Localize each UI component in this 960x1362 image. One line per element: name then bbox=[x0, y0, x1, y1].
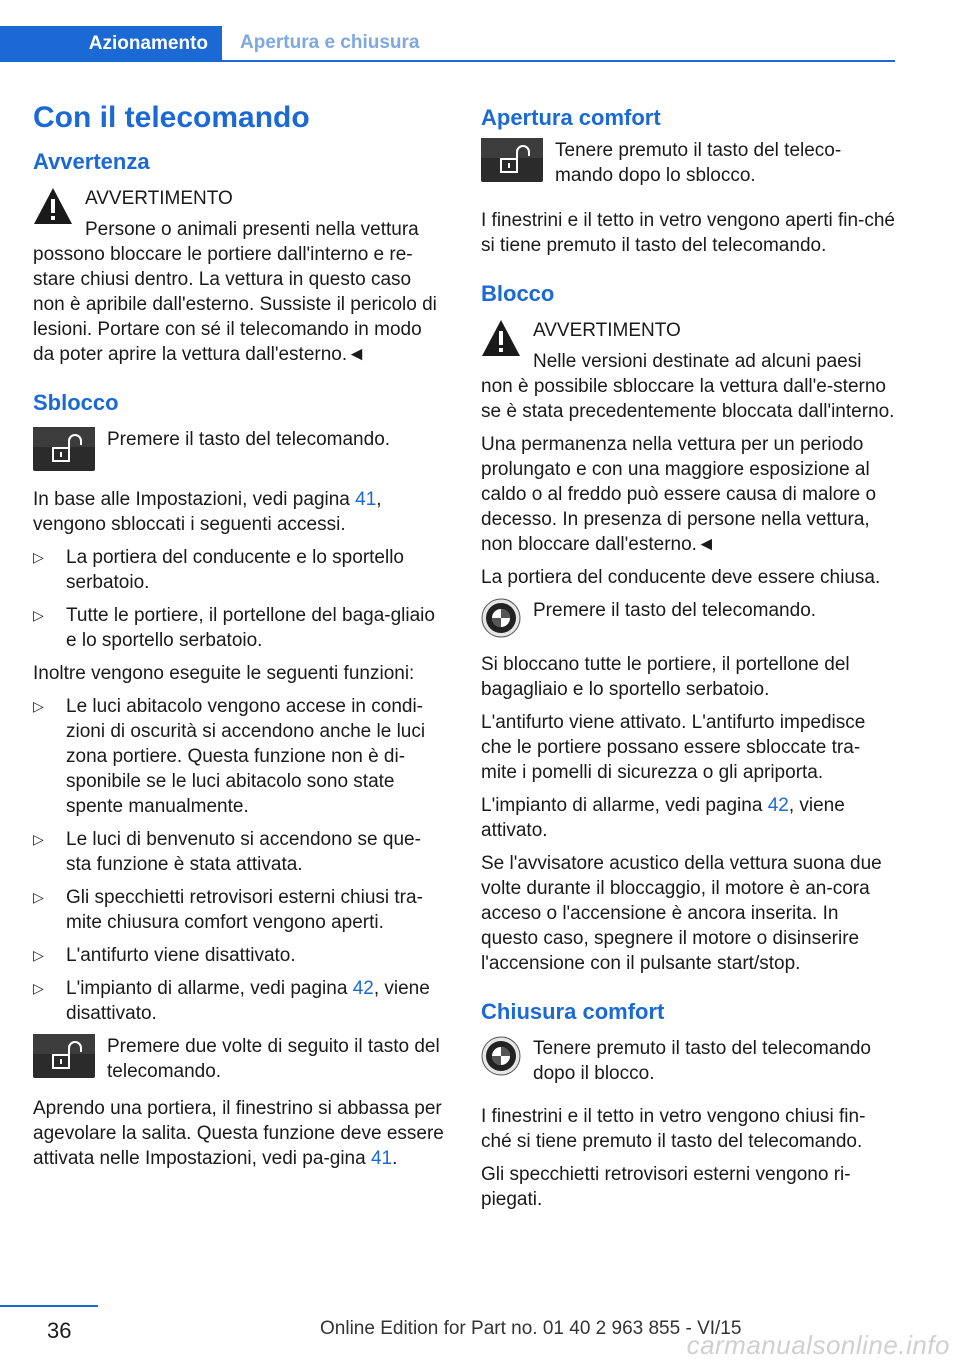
bullet-triangle-icon: ▷ bbox=[33, 698, 44, 714]
warning-icon bbox=[481, 318, 521, 358]
chiusura-key-text: Tenere premuto il tasto del telecomando dopo il blocco. bbox=[533, 1038, 871, 1084]
list-item: ▷ La portiera del conducente e lo sportello serbatoio. bbox=[33, 547, 405, 593]
double-press-row bbox=[33, 1034, 446, 1092]
mirrors-text: Gli specchietti retrovisori esterni vengono ri-piegati. bbox=[481, 1164, 851, 1210]
functions-intro: Inoltre vengono eseguite le seguenti funzioni: bbox=[33, 663, 415, 684]
left-column bbox=[33, 98, 446, 1179]
bullet-triangle-icon: ▷ bbox=[33, 980, 44, 996]
page-title: Con il telecomando bbox=[33, 101, 310, 134]
settings-text: In base alle Impostazioni, vedi pagina 41, vengono sbloccati i seguenti accessi. bbox=[33, 489, 382, 535]
page-link-42[interactable]: 42 bbox=[352, 978, 374, 999]
warning-label: AVVERTIMENTO bbox=[533, 320, 681, 341]
sblocco-heading: Sblocco bbox=[33, 390, 119, 415]
unlock-list bbox=[33, 545, 446, 653]
chiusura-text: I finestrini e il tetto in vetro vengono chiusi fin-ché si tiene premuto il tasto del telecomando. bbox=[481, 1106, 866, 1152]
apertura-heading: Apertura comfort bbox=[481, 105, 661, 130]
apertura-key-text: Tenere premuto il tasto del teleco-mando dopo lo sblocco. bbox=[555, 140, 842, 186]
header-bar bbox=[0, 26, 895, 62]
list-item: ▷ Le luci di benvenuto si accendono se que-sta funzione è stata attivata. bbox=[33, 829, 421, 875]
sblocco-key-text: Premere il tasto del telecomando. bbox=[107, 429, 391, 450]
antitheft-text: L'antifurto viene attivato. L'antifurto impedisce che le portiere possano essere sbloccate tra-mite i pomelli di sicurezza o gli apriporta. bbox=[481, 712, 866, 783]
page-number: 36 bbox=[47, 1318, 72, 1343]
apertura-text: I finestrini e il tetto in vetro vengono aperti fin-ché si tiene premuto il tasto del telecomando. bbox=[481, 210, 896, 256]
bullet-triangle-icon: ▷ bbox=[33, 549, 44, 565]
list-item: ▷ Le luci abitacolo vengono accese in condi-zioni di oscurità si accendono anche le luci zona portiere. Questa funzione non è di-sponibile se le luci abitacolo sono state spente manualmente. bbox=[33, 696, 426, 817]
unlock-key-icon bbox=[481, 138, 543, 182]
bmw-key-icon bbox=[481, 1036, 521, 1076]
tab-apertura-chiusura[interactable]: Apertura e chiusura bbox=[240, 32, 420, 53]
apertura-key-row bbox=[481, 138, 895, 196]
avvertenza-heading: Avvertenza bbox=[33, 149, 150, 174]
bmw-key-icon bbox=[481, 598, 521, 638]
footer-divider bbox=[0, 1305, 98, 1307]
warning-block bbox=[33, 186, 446, 375]
chiusura-heading: Chiusura comfort bbox=[481, 999, 665, 1024]
list-item: ▷ Gli specchietti retrovisori esterni chiusi tra-mite chiusura comfort vengono aperti. bbox=[33, 887, 423, 933]
warning-label: AVVERTIMENTO bbox=[85, 188, 233, 209]
tab-azionamento[interactable]: Azionamento bbox=[0, 26, 222, 62]
bullet-triangle-icon: ▷ bbox=[33, 607, 44, 623]
page-link-41[interactable]: 41 bbox=[370, 1148, 393, 1169]
bullet-triangle-icon: ▷ bbox=[33, 831, 44, 847]
list-item: ▷ L'impianto di allarme, vedi pagina 42, viene disattivato. bbox=[33, 978, 430, 1024]
blocco-key-row bbox=[481, 598, 895, 642]
alarm-text: L'impianto di allarme, vedi pagina 42, viene attivato. bbox=[481, 795, 845, 841]
header-divider bbox=[0, 60, 895, 62]
edition-text: Online Edition for Part no. 01 40 2 963 855 - VI/15 bbox=[320, 1318, 742, 1339]
sblocco-key-row bbox=[33, 427, 446, 475]
watermark: carmanualsonline.info bbox=[686, 1330, 950, 1360]
warning-icon bbox=[33, 186, 73, 226]
horn-text: Se l'avvisatore acustico della vettura suona due volte durante il bloccaggio, il motore è an-cora acceso o l'accensione è ancora inserita. In questo caso, spegnere il motore o disinserire l'accensione con il pulsante start/stop. bbox=[481, 853, 882, 974]
unlock-key-icon bbox=[33, 1034, 95, 1078]
bullet-triangle-icon: ▷ bbox=[33, 889, 44, 905]
warning-text: Persone o animali presenti nella vettura possono bloccare le portiere dall'interno e re-stare chiusi dentro. La vettura in questo caso non è apribile dall'esterno. Sussiste il pericolo di lesioni. Portare con sé il telecomando in modo da poter aprire la vettura dall'esterno.◄ bbox=[33, 219, 437, 365]
page-link-41[interactable]: 41 bbox=[355, 489, 377, 510]
blocco-heading: Blocco bbox=[481, 281, 555, 306]
unlock-key-icon bbox=[33, 427, 95, 471]
blocco-key-text: Premere il tasto del telecomando. bbox=[533, 600, 817, 621]
door-text: Aprendo una portiera, il finestrino si abbassa per agevolare la salita. Questa funzione deve essere attivata nelle Impostazioni, vedi pa-gina 41. bbox=[33, 1098, 444, 1169]
driver-door-text: La portiera del conducente deve essere chiusa. bbox=[481, 567, 881, 588]
list-item: ▷ Tutte le portiere, il portellone del baga-gliaio e lo sportello serbatoio. bbox=[33, 605, 435, 651]
list-item: ▷ L'antifurto viene disattivato. bbox=[33, 945, 296, 966]
bullet-triangle-icon: ▷ bbox=[33, 947, 44, 963]
functions-list bbox=[33, 694, 446, 1026]
warning-text: Nelle versioni destinate ad alcuni paesi non è possibile sbloccare la vettura dall'e-sterno se è stata precedentemente bloccata dall'interno. bbox=[481, 351, 895, 422]
warning-text-2: Una permanenza nella vettura per un periodo prolungato e con una maggiore esposizione al caldo o al freddo può essere causa di malore o decesso. In presenza di persone nella vettura, non bloccare dall'esterno.◄ bbox=[481, 434, 877, 555]
page-link-42[interactable]: 42 bbox=[767, 795, 789, 816]
right-column bbox=[481, 104, 895, 1220]
warning-block bbox=[481, 318, 895, 432]
double-press-text: Premere due volte di seguito il tasto del telecomando. bbox=[107, 1036, 440, 1082]
chiusura-key-row bbox=[481, 1036, 895, 1094]
lock-text: Si bloccano tutte le portiere, il portellone del bagagliaio e lo sportello serbatoio. bbox=[481, 654, 850, 700]
